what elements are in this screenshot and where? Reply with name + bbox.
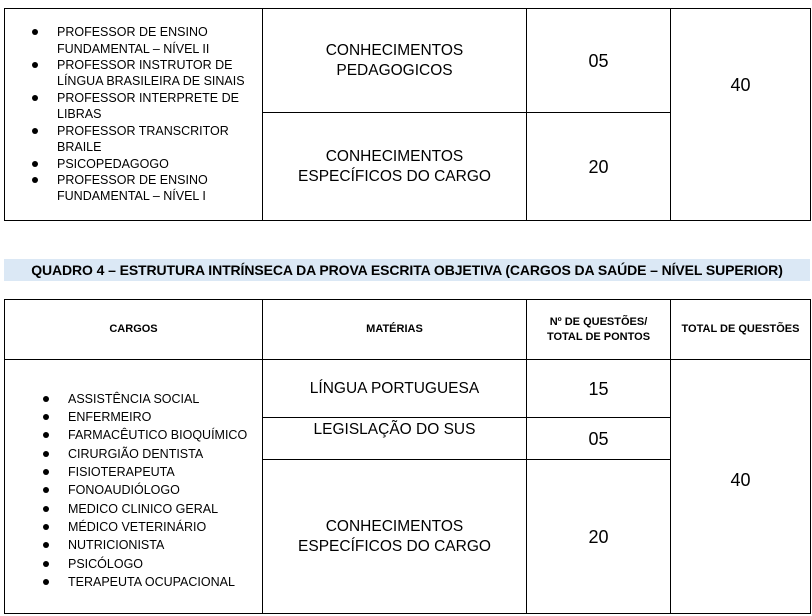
- materia-cell: LEGISLAÇÃO DO SUS: [263, 418, 527, 460]
- cargos-list: [5, 390, 262, 591]
- questoes-cell: 15: [527, 360, 671, 418]
- header-questoes: [527, 300, 671, 360]
- materia-cell: [263, 9, 527, 113]
- materia-text: CONHECIMENTOS ESPECÍFICOS DO CARGO: [298, 147, 491, 185]
- materia-text: CONHECIMENTOS ESPECÍFICOS DO CARGO: [298, 517, 491, 555]
- questoes-cell: 20: [527, 460, 671, 614]
- header-materias: MATÉRIAS: [263, 300, 527, 360]
- list-item: ENFERMEIRO: [68, 408, 262, 426]
- materia-cell: LÍNGUA PORTUGUESA: [263, 360, 527, 418]
- list-item: PSICOPEDAGOGO: [57, 156, 262, 172]
- materia-cell: [263, 460, 527, 614]
- list-item: PROFESSOR DE ENSINO FUNDAMENTAL – NÍVEL II: [57, 24, 262, 57]
- list-item: TERAPEUTA OCUPACIONAL: [68, 573, 262, 591]
- list-item: FISIOTERAPEUTA: [68, 463, 262, 481]
- list-item: CIRURGIÃO DENTISTA: [68, 445, 262, 463]
- questoes-cell: 05: [527, 418, 671, 460]
- total-cell: 40: [671, 360, 811, 614]
- table-previous-quadro: [4, 8, 811, 221]
- quadro-title: QUADRO 4 – ESTRUTURA INTRÍNSECA DA PROVA ESCRITA OBJETIVA (CARGOS DA SAÚDE – NÍVEL SUPERIOR): [4, 259, 810, 281]
- materia-cell: [263, 113, 527, 221]
- table-quadro-4: [4, 299, 811, 614]
- list-item: PROFESSOR TRANSCRITOR BRAILE: [57, 123, 262, 156]
- cargos-cell: [5, 360, 263, 614]
- list-item: PROFESSOR DE ENSINO FUNDAMENTAL – NÍVEL I: [57, 172, 262, 205]
- total-cell: 40: [671, 9, 811, 221]
- questoes-cell: 05: [527, 9, 671, 113]
- header-total: TOTAL DE QUESTÕES: [671, 300, 811, 360]
- list-item: ASSISTÊNCIA SOCIAL: [68, 390, 262, 408]
- list-item: PSICÓLOGO: [68, 555, 262, 573]
- list-item: NUTRICIONISTA: [68, 536, 262, 554]
- cargos-list: [5, 24, 262, 204]
- list-item: FARMACÊUTICO BIOQUÍMICO: [68, 426, 262, 444]
- list-item: PROFESSOR INSTRUTOR DE LÍNGUA BRASILEIRA DE SINAIS: [57, 57, 262, 90]
- list-item: MÉDICO VETERINÁRIO: [68, 518, 262, 536]
- materia-text: CONHECIMENTOS PEDAGOGICOS: [325, 41, 464, 79]
- list-item: PROFESSOR INTERPRETE DE LIBRAS: [57, 90, 262, 123]
- header-questoes-text: Nº DE QUESTÕES/ TOTAL DE PONTOS: [546, 315, 651, 343]
- header-cargos: CARGOS: [5, 300, 263, 360]
- list-item: FONOAUDIÓLOGO: [68, 481, 262, 499]
- cargos-cell: [5, 9, 263, 221]
- list-item: MEDICO CLINICO GERAL: [68, 500, 262, 518]
- questoes-cell: 20: [527, 113, 671, 221]
